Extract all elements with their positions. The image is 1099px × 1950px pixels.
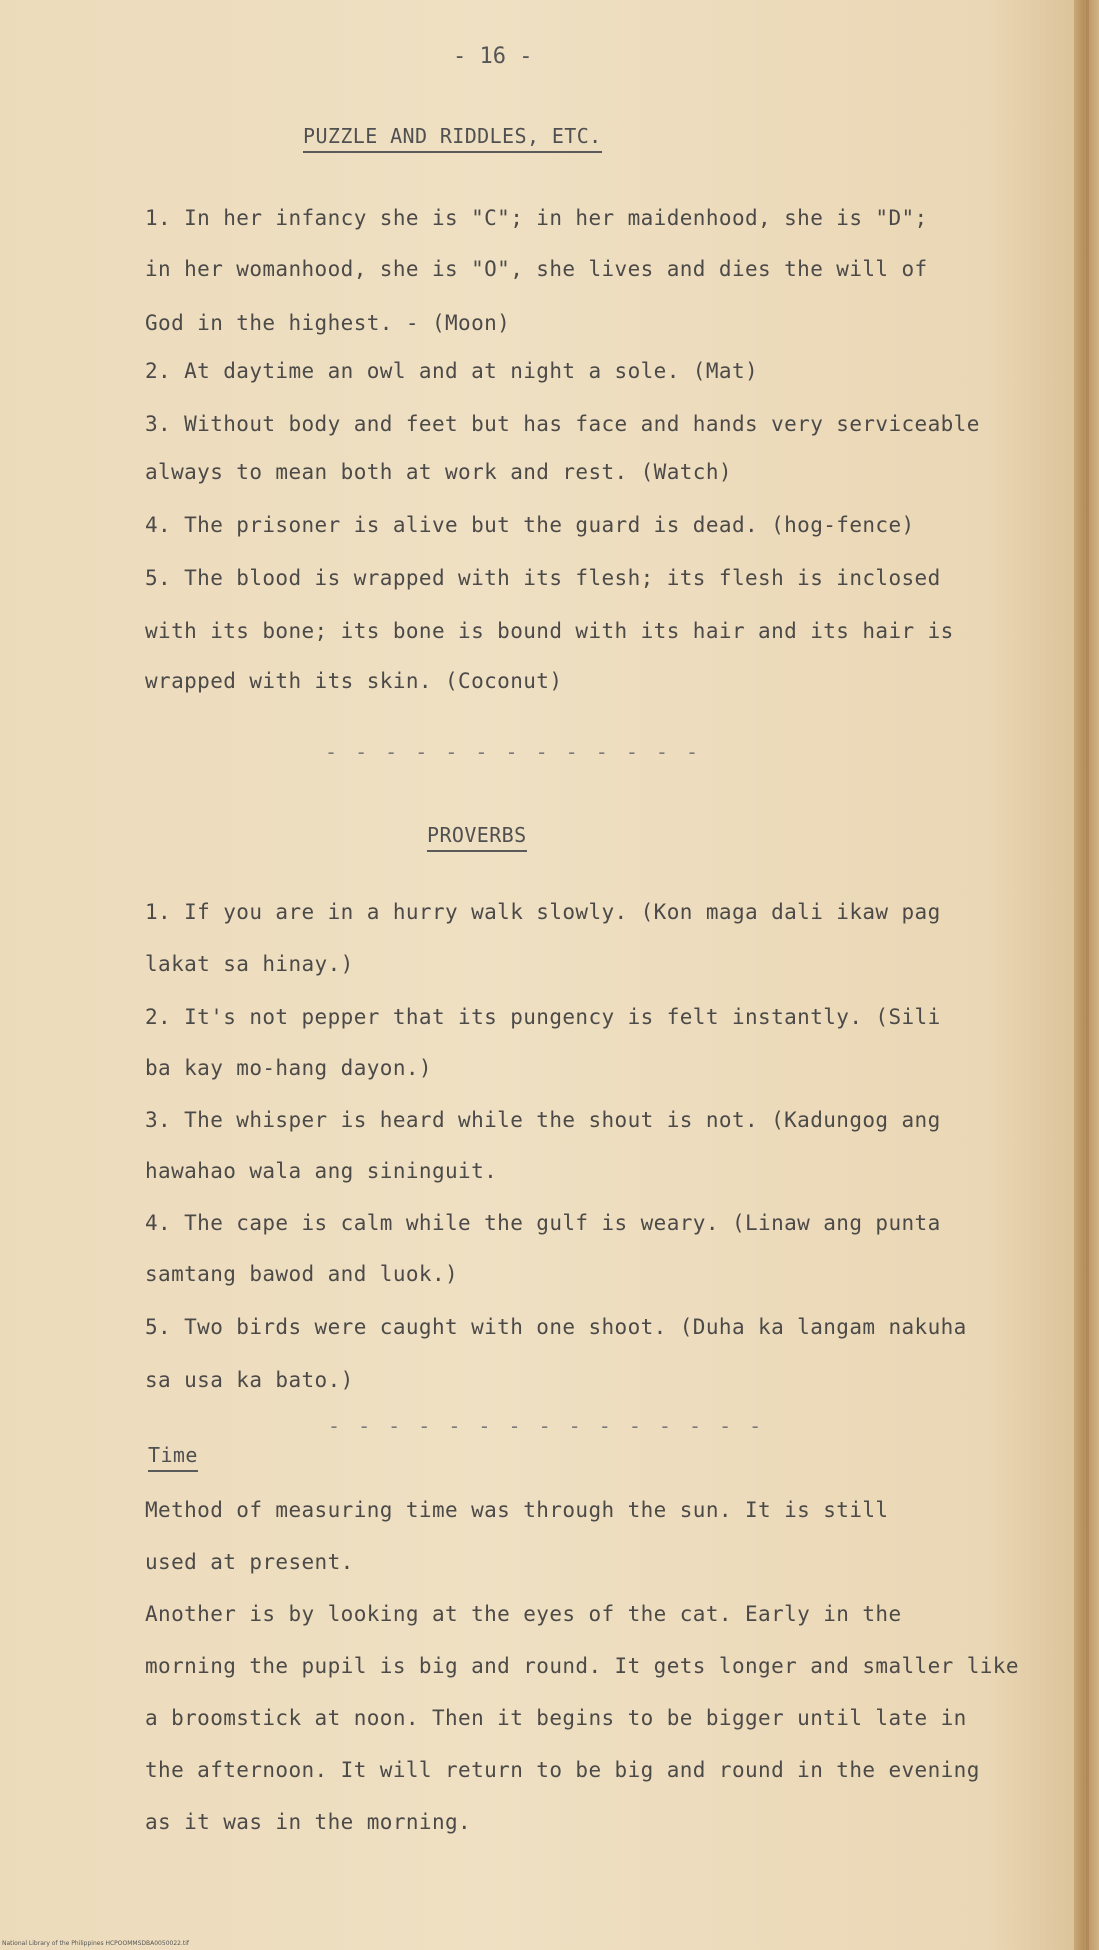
- proverb-line: 3. The whisper is heard while the shout is not. (Kadungog ang: [145, 1108, 941, 1132]
- proverb-line: sa usa ka bato.): [145, 1368, 354, 1392]
- proverb-line: 5. Two birds were caught with one shoot. (Duha ka langam nakuha: [145, 1315, 967, 1339]
- section-separator: - - - - - - - - - - - - - - -: [328, 1414, 765, 1438]
- proverb-line: samtang bawod and luok.): [145, 1262, 459, 1286]
- page-number: - 16 -: [453, 44, 533, 69]
- time-line: used at present.: [145, 1550, 354, 1574]
- proverb-line: lakat sa hinay.): [145, 952, 354, 976]
- riddles-heading: PUZZLE AND RIDDLES, ETC.: [303, 124, 602, 153]
- riddle-line: in her womanhood, she is "O", she lives and dies the will of: [145, 257, 928, 281]
- proverbs-heading: PROVERBS: [427, 823, 527, 852]
- proverb-line: 4. The cape is calm while the gulf is weary. (Linaw ang punta: [145, 1211, 941, 1235]
- riddle-line: 3. Without body and feet but has face and hands very serviceable: [145, 412, 980, 436]
- section-separator: - - - - - - - - - - - - -: [325, 740, 702, 764]
- proverb-line: hawahao wala ang sininguit.: [145, 1159, 498, 1183]
- time-line: a broomstick at noon. Then it begins to be bigger until late in: [145, 1706, 967, 1730]
- riddle-line: God in the highest. - (Moon): [145, 311, 511, 335]
- proverb-line: 1. If you are in a hurry walk slowly. (Kon maga dali ikaw pag: [145, 900, 941, 924]
- riddle-line: 2. At daytime an owl and at night a sole. (Mat): [145, 359, 759, 383]
- scan-footer: National Library of the Philippines HCPOOMMSDBA0050022.tif: [2, 1940, 190, 1947]
- riddle-line: 1. In her infancy she is "C"; in her maidenhood, she is "D";: [145, 206, 928, 230]
- page-edge: [1074, 0, 1099, 1950]
- time-line: the afternoon. It will return to be big and round in the evening: [145, 1758, 980, 1782]
- proverb-line: 2. It's not pepper that its pungency is felt instantly. (Sili: [145, 1005, 941, 1029]
- riddle-line: 4. The prisoner is alive but the guard is dead. (hog-fence): [145, 513, 915, 537]
- riddle-line: wrapped with its skin. (Coconut): [145, 669, 563, 693]
- riddle-line: always to mean both at work and rest. (Watch): [145, 460, 732, 484]
- proverb-line: ba kay mo-hang dayon.): [145, 1056, 432, 1080]
- time-line: as it was in the morning.: [145, 1810, 472, 1834]
- time-heading: Time: [148, 1443, 198, 1472]
- time-line: Method of measuring time was through the sun. It is still: [145, 1498, 889, 1522]
- riddle-line: 5. The blood is wrapped with its flesh; its flesh is inclosed: [145, 566, 941, 590]
- riddle-line: with its bone; its bone is bound with its hair and its hair is: [145, 619, 954, 643]
- time-line: Another is by looking at the eyes of the cat. Early in the: [145, 1602, 902, 1626]
- time-line: morning the pupil is big and round. It gets longer and smaller like: [145, 1654, 1019, 1678]
